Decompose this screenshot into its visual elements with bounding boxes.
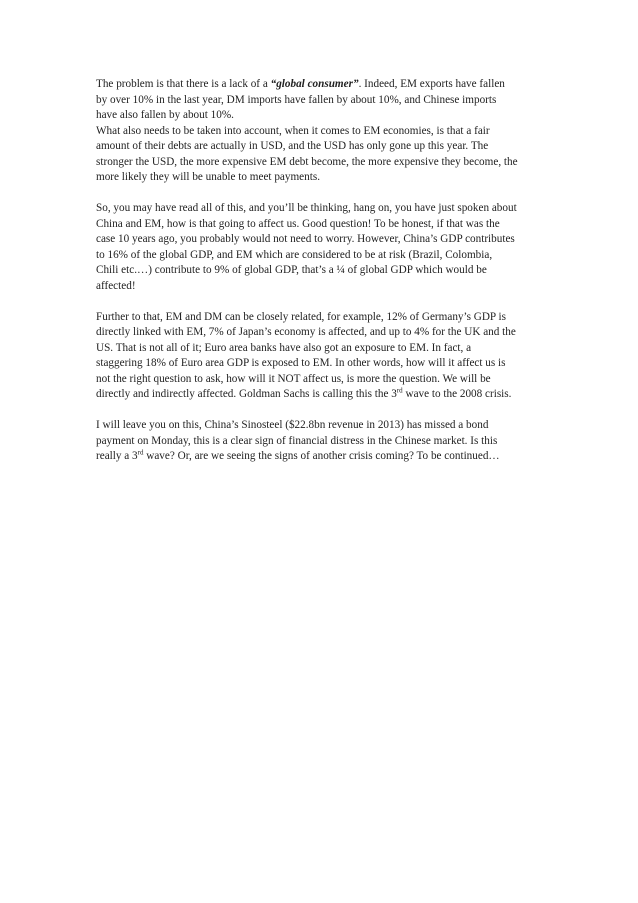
text-line [96, 356, 546, 372]
paragraph-2 [96, 201, 546, 294]
text-segment: not the right question to ask, how will it NOT affect us, is more the question. We will be [96, 372, 491, 385]
text-segment: case 10 years ago, you probably would not need to worry. However, China’s GDP contributes [96, 233, 515, 245]
text-segment: to 16% of the global GDP, and EM which are considered to be at risk (Brazil, Colombia, [96, 248, 493, 261]
emphasis-text: “global consumer” [270, 78, 359, 90]
text-segment: amount of their debts are actually in USD, and the USD has only gone up this year. The [96, 140, 489, 152]
paragraph-3 [96, 310, 546, 403]
text-line [96, 93, 546, 109]
text-line [96, 310, 546, 326]
text-segment: wave? Or, are we seeing the signs of another crisis coming? To be continued… [143, 450, 500, 462]
text-line [96, 434, 546, 450]
text-line [96, 387, 546, 403]
text-line [96, 263, 546, 279]
text-segment: have also fallen by about 10%. [96, 109, 234, 121]
text-line [96, 155, 546, 171]
text-segment: stronger the USD, the more expensive EM debt become, the more expensive they become, the [96, 155, 518, 168]
text-segment: What also needs to be taken into account, when it comes to EM economies, is that a fair [96, 124, 490, 137]
text-line [96, 341, 546, 357]
text-line [96, 139, 546, 155]
text-segment: payment on Monday, this is a clear sign of financial distress in the Chinese market. Is this [96, 434, 498, 447]
text-segment: Chili etc.…) contribute to 9% of global GDP, that’s a ¼ of global GDP which would be [96, 264, 487, 276]
text-segment: more likely they will be unable to meet payments. [96, 171, 321, 183]
text-segment: by over 10% in the last year, DM imports have fallen by about 10%, and Chinese imports [96, 93, 497, 106]
text-line [96, 418, 546, 434]
document-body [96, 77, 546, 480]
text-line [96, 449, 546, 465]
text-segment: . Indeed, EM exports have fallen [358, 78, 505, 90]
text-line [96, 279, 546, 295]
text-segment: Further to that, EM and DM can be closely related, for example, 12% of Germany’s GDP is [96, 310, 506, 323]
text-segment: directly and indirectly affected. Goldman Sachs is calling this the 3 [96, 388, 397, 400]
text-segment: staggering 18% of Euro area GDP is exposed to EM. In other words, how will it affect us is [96, 357, 506, 369]
text-segment: US. That is not all of it; Euro area banks have also got an exposure to EM. In fact, a [96, 341, 472, 354]
text-line [96, 372, 546, 388]
text-line [96, 170, 546, 186]
text-line [96, 77, 546, 93]
ordinal-superscript: rd [396, 386, 403, 395]
paragraph-1 [96, 77, 546, 186]
ordinal-superscript: rd [137, 448, 144, 457]
text-segment: really a 3 [96, 450, 138, 462]
text-segment: I will leave you on this, China’s Sinosteel ($22.8bn revenue in 2013) has missed a bond [96, 419, 489, 431]
text-segment: affected! [96, 279, 136, 292]
text-line [96, 217, 546, 233]
text-line [96, 248, 546, 264]
text-line [96, 108, 546, 124]
text-segment: directly linked with EM, 7% of Japan’s economy is affected, and up to 4% for the UK and the [96, 326, 516, 338]
text-segment: wave to the 2008 crisis. [402, 388, 512, 400]
text-line [96, 325, 546, 341]
text-line [96, 124, 546, 140]
text-segment: The problem is that there is a lack of a [96, 78, 271, 90]
text-line [96, 201, 546, 217]
text-segment: So, you may have read all of this, and you’ll be thinking, hang on, you have just spoken about [96, 202, 517, 214]
paragraph-4 [96, 418, 546, 465]
text-line [96, 232, 546, 248]
text-segment: China and EM, how is that going to affect us. Good question! To be honest, if that was the [96, 217, 500, 230]
